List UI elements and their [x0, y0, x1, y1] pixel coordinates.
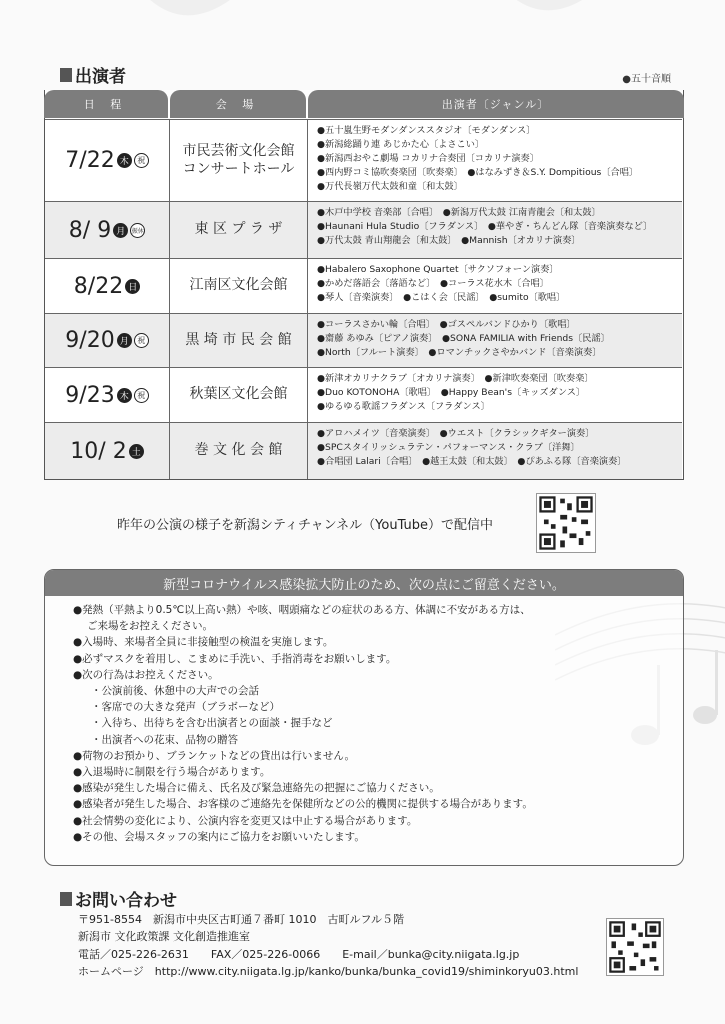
table-row — [45, 422, 682, 479]
performer-line: ●齋藤 あゆみ〔ピアノ演奏〕 ●SONA FAMILIA with Friends〔民謡〕 — [317, 333, 610, 344]
weekday-badge: 木 — [117, 153, 132, 168]
performer-line: ●Haunani Hula Studio〔フラダンス〕 ●華やぎ・ちんどん隊〔音楽演奏など〕 — [317, 221, 653, 232]
weekday-badge: 月 — [117, 333, 132, 348]
performer-line: ●合唱団 Lalari〔合唱〕 ●越王太鼓〔和太鼓〕 ●ぴあふる隊〔音楽演奏〕 — [317, 456, 627, 467]
weekday-badge: 日 — [125, 279, 140, 294]
contact-info — [78, 911, 578, 980]
notice-line: ご来場をお控えください。 — [87, 620, 213, 633]
venue-cell — [169, 120, 307, 201]
weekday-badge: 月 — [113, 223, 128, 238]
header-performers: 出演者〔ジャンル〕 — [308, 90, 684, 118]
date-text: 7/22 — [65, 148, 115, 173]
performers-cell — [307, 423, 682, 479]
notice-line: ・入待ち、出待ちを含む出演者との面談・握手など — [91, 717, 333, 730]
date-text: 8/22 — [73, 273, 124, 299]
performer-line: ●万代長嶺万代太鼓和童〔和太鼓〕 — [317, 181, 463, 192]
venue-cell — [169, 423, 307, 479]
holiday-badge: 祝 — [134, 333, 149, 348]
performers-title-text: 出演者 — [75, 67, 126, 87]
performer-line: ●五十嵐生野モダンダンススタジオ〔モダンダンス〕 — [317, 125, 536, 136]
notice-line: ・出演者への花束、品物の贈答 — [91, 733, 238, 746]
contact-address: 〒951-8554 新潟市中央区古町通７番町 1010 古町ルフル５階 — [78, 913, 405, 926]
venue-text: 巻 文 化 会 館 — [194, 442, 283, 459]
performer-line: ●ゆるゆる歌謡フラダンス〔フラダンス〕 — [317, 401, 490, 412]
performers-cell — [307, 368, 682, 422]
venue-cell — [169, 314, 307, 367]
venue-text: 黒 埼 市 民 会 館 — [185, 331, 292, 348]
header-venue: 会 場 — [170, 90, 306, 118]
performer-line: ●新潟西おやこ劇場 コカリナ合奏団〔コカリナ演奏〕 — [317, 153, 539, 164]
table-row — [45, 367, 682, 422]
notice-line: ●入場時、来場者全員に非接触型の検温を実施します。 — [73, 636, 334, 649]
date-cell — [45, 202, 169, 258]
table-row — [45, 313, 682, 367]
youtube-qr-code[interactable] — [536, 493, 596, 553]
venue-cell — [169, 202, 307, 258]
performer-line: ●Habalero Saxophone Quartet〔サクソフォーン演奏〕 — [317, 264, 559, 275]
schedule-table — [44, 90, 684, 480]
venue-cell — [169, 368, 307, 422]
date-cell — [45, 423, 169, 479]
notice-line: ●入退場時に制限を行う場合があります。 — [73, 766, 271, 779]
date-text: 9/20 — [65, 328, 115, 353]
covid-notice-title: 新型コロナウイルス感染拡大防止のため、次の点にご留意ください。 — [45, 570, 683, 596]
performer-line: ●新潟総踊り連 あじかた心〔よさこい〕 — [317, 139, 485, 150]
performers-cell — [307, 120, 682, 201]
notice-line: ●荷物のお預かり、ブランケットなどの貸出は行いません。 — [73, 749, 356, 762]
notice-line: ●感染者が発生した場合、お客様のご連絡先を保健所などの公的機関に提供する場合があります。 — [73, 798, 533, 811]
weekday-badge: 木 — [117, 388, 132, 403]
table-row — [45, 258, 682, 313]
contact-homepage-link[interactable]: ホームページ http://www.city.niigata.lg.jp/kanko/bunka/bunka_covid19/shiminkoryu03.html — [78, 964, 579, 978]
performer-line: ●木戸中学校 音楽部〔合唱〕 ●新潟万代太鼓 江南青龍会〔和太鼓〕 — [317, 207, 601, 218]
youtube-note: 昨年の公演の様子を新潟シティチャンネル（YouTube）で配信中 — [117, 518, 494, 533]
date-text: 10/ 2 — [70, 438, 127, 464]
header-date: 日 程 — [44, 90, 168, 118]
performer-line: ●North〔フルート演奏〕 ●ロマンチックさやかバンド〔音楽演奏〕 — [317, 347, 602, 358]
performer-line: ●SPCスタイリッシュラテン・パフォーマンス・クラブ〔洋舞〕 — [317, 442, 580, 453]
venue-text: 東 区 プ ラ ザ — [194, 221, 283, 238]
holiday-badge: 祝 — [134, 153, 149, 168]
contact-section-title — [60, 886, 177, 911]
covid-notice-box — [44, 569, 684, 866]
notice-line: ・客席での大きな発声（ブラボーなど） — [91, 701, 280, 714]
notice-line: ●感染が発生した場合に備え、氏名及び緊急連絡先の把握にご協力ください。 — [73, 782, 440, 795]
date-text: 9/23 — [65, 382, 115, 408]
performer-line: ●西内野コミ協吹奏楽団〔吹奏楽〕 ●はなみずき＆S.Y. Dompitious〔合唱〕 — [317, 167, 639, 178]
notice-line: ●社会情勢の変化により、公演内容を変更又は中止する場合があります。 — [73, 814, 418, 827]
contact-title-text: お問い合わせ — [75, 891, 177, 911]
venue-text: 市民芸術文化会館 コンサートホール — [182, 143, 295, 177]
notice-line: ●その他、会場スタッフの案内にご協力をお願いいたします。 — [73, 830, 365, 843]
covid-notice-body — [73, 602, 673, 845]
performers-cell — [307, 314, 682, 367]
weekday-badge: 土 — [129, 444, 144, 459]
venue-text: 秋葉区文化会館 — [189, 386, 288, 403]
table-row — [45, 119, 682, 201]
notice-line: ●必ずマスクを着用し、こまめに手洗い、手指消毒をお願いします。 — [73, 652, 397, 665]
performer-line: ●万代太鼓 青山翔龍会〔和太鼓〕 ●Mannish〔オカリナ演奏〕 — [317, 235, 581, 246]
table-row — [45, 201, 682, 258]
date-cell — [45, 314, 169, 367]
title-square-icon — [60, 68, 72, 82]
performer-line: ●コーラスさかい輪〔合唱〕 ●ゴスペルバンドひかり〔歌唱〕 — [317, 319, 576, 330]
performers-section-title — [60, 62, 126, 87]
order-note: ●五十音順 — [622, 74, 671, 85]
performer-line: ●アロハメイツ〔音楽演奏〕 ●ウエスト〔クラシックギター演奏〕 — [317, 428, 595, 439]
venue-cell — [169, 259, 307, 313]
table-header — [44, 90, 684, 118]
date-cell — [45, 368, 169, 422]
contact-phone-fax-email[interactable]: 電話／025-226-2631 FAX／025-226-0066 E-mail／bunka@city.niigata.lg.jp — [78, 947, 520, 961]
holiday-badge: 振休 — [130, 223, 145, 238]
performers-cell — [307, 202, 682, 258]
notice-line: ●次の行為はお控えください。 — [73, 668, 219, 681]
date-cell — [45, 120, 169, 201]
performer-line: ●琴人〔音楽演奏〕 ●こはく会〔民謡〕 ●sumito〔歌唱〕 — [317, 292, 566, 303]
venue-text: 江南区文化会館 — [189, 277, 288, 294]
performer-line: ●Duo KOTONOHA〔歌唱〕 ●Happy Bean's〔キッズダンス〕 — [317, 387, 586, 398]
performer-line: ●かめだ落語会〔落語など〕 ●コーラス花水木〔合唱〕 — [317, 278, 549, 289]
contact-department: 新潟市 文化政策課 文化創造推進室 — [78, 930, 250, 944]
holiday-badge: 祝 — [134, 388, 149, 403]
date-text: 8/ 9 — [68, 217, 112, 243]
leaf-decoration — [120, 0, 600, 40]
notice-line: ・公演前後、休憩中の大声での会話 — [91, 685, 259, 698]
date-cell — [45, 259, 169, 313]
contact-qr-code[interactable] — [606, 918, 664, 976]
title-square-icon — [60, 892, 72, 906]
notice-line: ●発熱（平熱より0.5℃以上高い熱）や咳、咽頭痛などの症状のある方、体調に不安がある方は、 — [73, 604, 531, 616]
performer-line: ●新津オカリナクラブ〔オカリナ演奏〕 ●新津吹奏楽団〔吹奏楽〕 — [317, 373, 594, 384]
performers-cell — [307, 259, 682, 313]
